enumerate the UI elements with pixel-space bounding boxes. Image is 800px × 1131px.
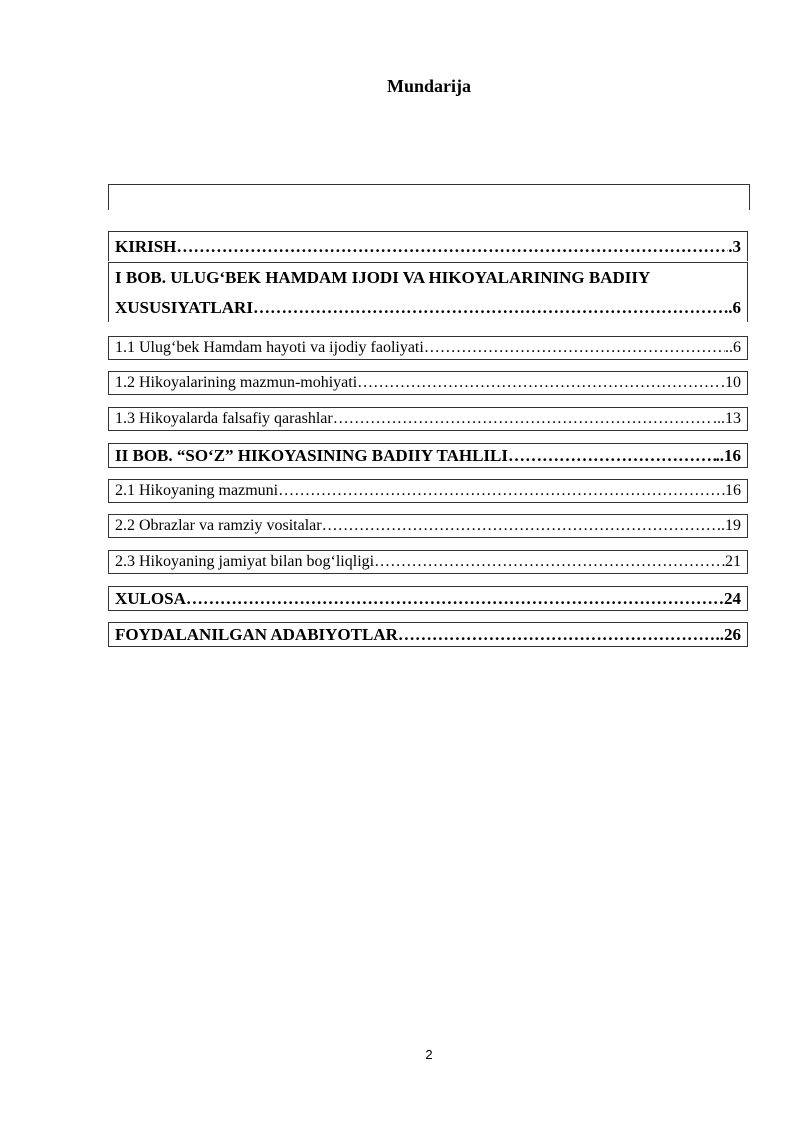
toc-leader-dots [374, 553, 725, 571]
toc-entry-label: FOYDALANILGAN ADABIYOTLAR [115, 624, 398, 644]
toc-entry-page: ...13 [713, 410, 741, 427]
toc-header-box [108, 184, 750, 210]
toc-entry-page: .10 [721, 374, 741, 391]
toc-entry-2-3[interactable] [108, 550, 748, 574]
toc-leader-dots [357, 374, 721, 392]
toc-entry-page: 24 [724, 588, 741, 608]
toc-entry-page: .19 [721, 517, 741, 534]
toc-entry-page: 16 [725, 482, 741, 499]
toc-entry-page: ..6 [724, 298, 741, 317]
toc-leader-dots [322, 517, 721, 535]
toc-entry-label: II BOB. “SO‘Z” HIKOYASINING BADIIY TAHLILI [115, 445, 509, 465]
toc-entry-label: XULOSA [115, 588, 186, 608]
toc-entry-label: 1.3 Hikoyalarda falsafiy qarashlar [115, 410, 333, 427]
toc-entry-page: ..16 [715, 445, 741, 465]
toc-leader-dots [508, 446, 715, 466]
toc-entry-xulosa[interactable] [108, 586, 748, 611]
toc-entry-label: 2.2 Obrazlar va ramziy vositalar [115, 517, 322, 534]
toc-leader-dots [424, 339, 725, 357]
toc-entry-adabiyotlar[interactable] [108, 622, 748, 647]
toc-entry-label-line-1: I BOB. ULUG‘BEK HAMDAM IJODI VA HIKOYALARINING BADIIY [115, 268, 651, 287]
toc-leader-dots [186, 589, 724, 609]
toc-entry-page: ..26 [715, 624, 741, 644]
toc-entry-chapter-2[interactable] [108, 443, 748, 468]
page-number: 2 [425, 1047, 433, 1062]
toc-entry-1-2[interactable] [108, 371, 748, 395]
toc-entry-2-2[interactable] [108, 514, 748, 538]
toc-leader-dots [333, 410, 713, 428]
toc-entry-label: XUSUSIYATLARI [115, 298, 253, 317]
toc-entry-kirish[interactable] [108, 231, 748, 261]
toc-leader-dots [398, 625, 716, 645]
toc-entry-chapter-1[interactable] [108, 262, 748, 322]
toc-leader-dots [176, 237, 728, 257]
toc-entry-page: .3 [728, 236, 741, 256]
toc-entry-label: 2.1 Hikoyaning mazmuni [115, 482, 279, 499]
toc-entry-label: 1.1 Ulug‘bek Hamdam hayoti va ijodiy faoliyati [115, 339, 424, 356]
toc-entry-page: 21 [725, 553, 741, 570]
toc-entry-label: KIRISH [115, 236, 177, 256]
toc-entry-page: ..6 [725, 339, 741, 356]
toc-entry-2-1[interactable] [108, 479, 748, 503]
toc-entry-1-3[interactable] [108, 407, 748, 431]
toc-leader-dots [278, 482, 725, 500]
page-title: Mundarija [386, 76, 471, 96]
toc-entry-1-1[interactable] [108, 336, 748, 360]
toc-entry-label: 1.2 Hikoyalarining mazmun-mohiyati [115, 374, 358, 391]
toc-entry-label: 2.3 Hikoyaning jamiyat bilan bog‘liqligi [115, 553, 375, 570]
toc-leader-dots [253, 298, 724, 318]
